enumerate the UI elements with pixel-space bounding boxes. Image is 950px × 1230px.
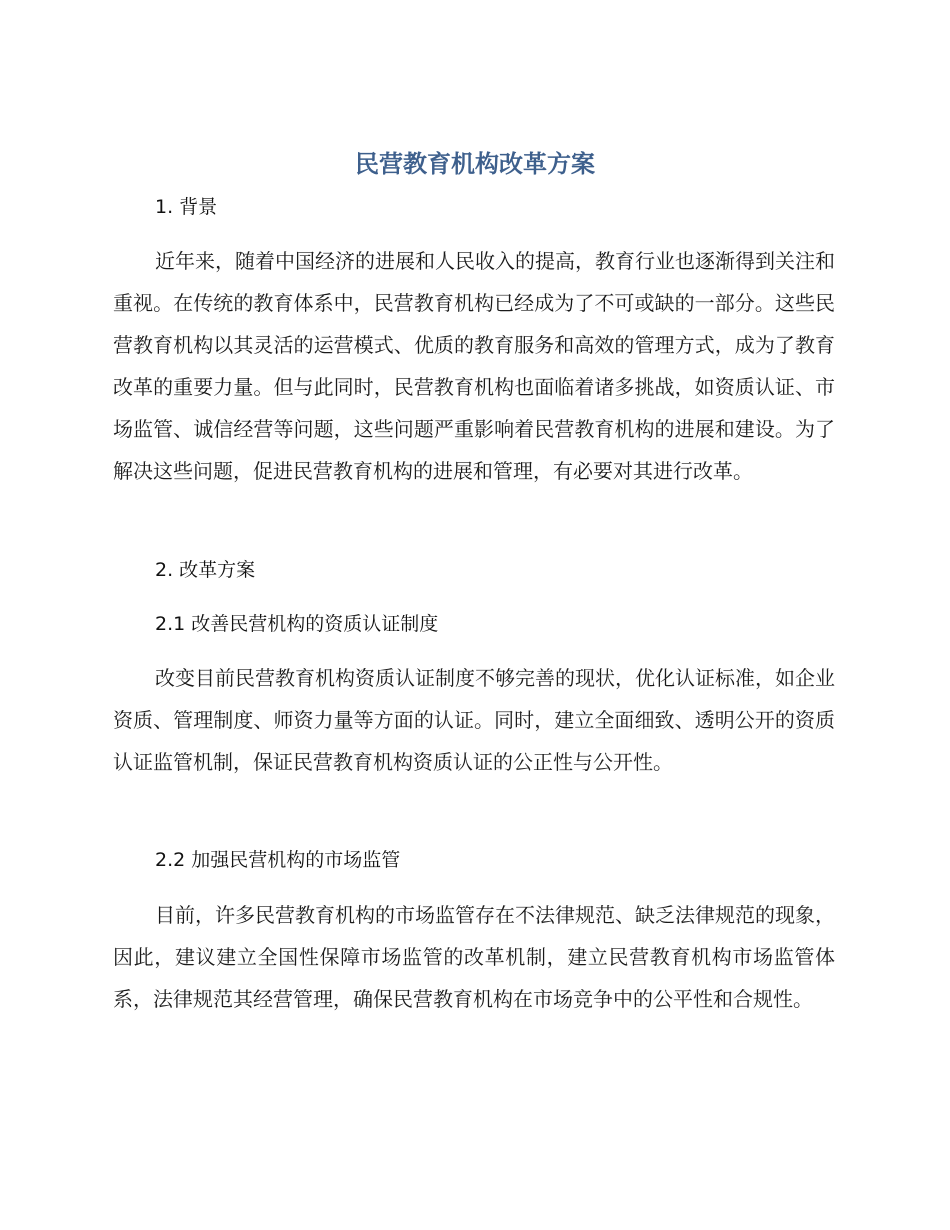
paragraph-qualification: 改变目前民营教育机构资质认证制度不够完善的现状，优化认证标准，如企业资质、管理制度、师资力量等方面的认证。同时，建立全面细致、透明公开的资质认证监管机制，保证民营教育机构资质认证的公正性与公开性。	[113, 666, 835, 774]
subsection-heading-market-supervision: 2.2 加强民营机构的市场监管	[155, 849, 401, 871]
section-heading-background: 1. 背景	[155, 196, 218, 218]
paragraph-background: 近年来，随着中国经济的进展和人民收入的提高，教育行业也逐渐得到关注和重视。在传统的教育体系中，民营教育机构已经成为了不可或缺的一部分。这些民营教育机构以其灵活的运营模式、优质的教育服务和高效的管理方式，成为了教育改革的重要力量。但与此同时，民营教育机构也面临着诸多挑战，如资质认证、市场监管、诚信经营等问题，这些问题严重影响着民营教育机构的进展和建设。为了解决这些问题，促进民营教育机构的进展和管理，有必要对其进行改革。	[113, 249, 835, 483]
document-title: 民营教育机构改革方案	[355, 150, 595, 178]
section-heading-reform-plan: 2. 改革方案	[155, 559, 256, 581]
subsection-heading-qualification: 2.1 改善民营机构的资质认证制度	[155, 613, 439, 635]
paragraph-market-supervision: 目前，许多民营教育机构的市场监管存在不法律规范、缺乏法律规范的现象，因此，建议建立全国性保障市场监管的改革机制，建立民营教育机构市场监管体系，法律规范其经营管理，确保民营教育机构在市场竞争中的公平性和合规性。	[113, 903, 835, 1011]
